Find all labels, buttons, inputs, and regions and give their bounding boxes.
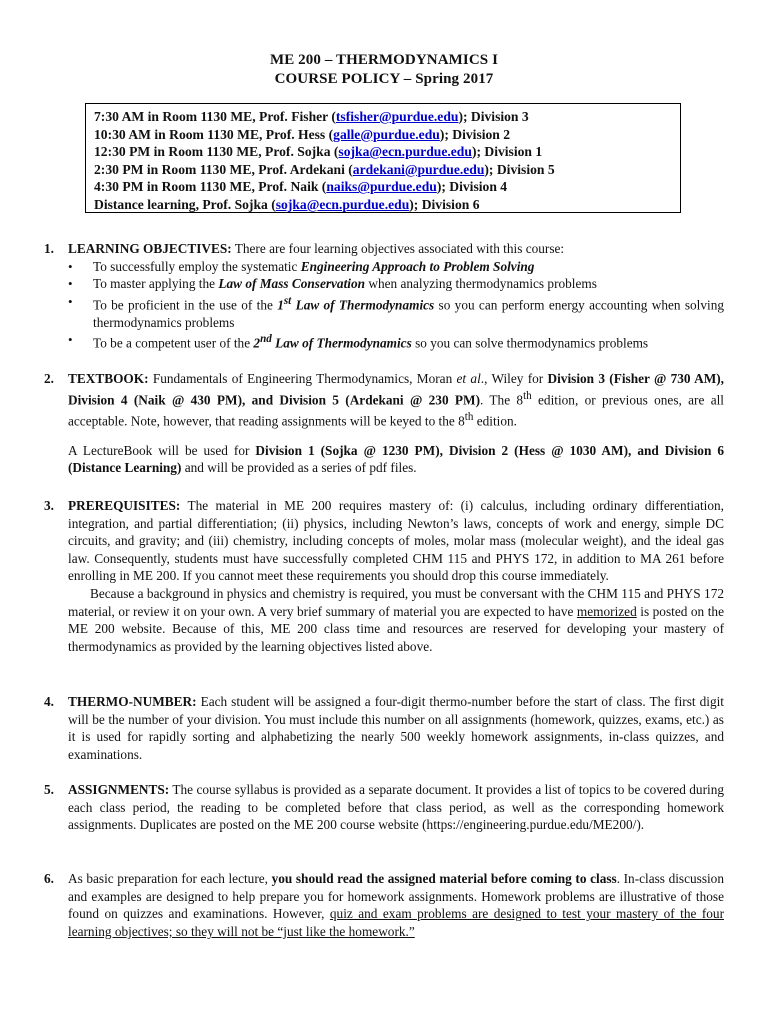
- section-preparation: [44, 870, 724, 940]
- schedule-row: 4:30 PM in Room 1130 ME, Prof. Naik (naiks@purdue.edu); Division 4: [94, 179, 508, 195]
- section-number: 1.: [44, 241, 54, 256]
- email-link[interactable]: tsfisher@purdue.edu: [335, 109, 459, 124]
- section-number: 5.: [44, 782, 54, 797]
- list-item: • To master applying the Law of Mass Conservation when analyzing thermodynamics problems: [68, 275, 724, 293]
- schedule-row: Distance learning, Prof. Sojka (sojka@ecn.purdue.edu); Division 6: [94, 196, 480, 212]
- list-item: • To be a competent user of the 2nd Law of Thermodynamics so you can solve thermodynamics problems: [68, 331, 724, 352]
- email-link[interactable]: sojka@ecn.purdue.edu: [275, 196, 410, 212]
- paragraph: THERMO-NUMBER: Each student will be assigned a four-digit thermo-number before the start of class. The first digit will be the number of your division. You must include this number on all assignments (homework, quizzes, exams, etc.) as it is used for rapidly sorting and alphabetizing the nearly 500 weekly homework assignments, in-class quizzes, and examinations.: [68, 694, 724, 762]
- section-prerequisites: [44, 497, 724, 655]
- paragraph: TEXTBOOK: Fundamentals of Engineering Thermodynamics, Moran et al., Wiley for Division 3 (Fisher @ 730 AM), Division 4 (Naik @ 430 PM), and Division 5 (Ardekani @ 230 PM). The 8th edition, or previous ones, are all acceptable. Note, however, that reading assignments will be keyed to the 8th edition.: [68, 371, 725, 429]
- paragraph: As basic preparation for each lecture, you should read the assigned material before coming to class. In-class discussion and examples are designed to help prepare you for homework assignments. Homework problems are illustrative of those found on quizzes and examinations. However, quiz and exam problems are designed to test your mastery of the four learning objectives; so they will not be “just like the homework.”: [68, 871, 724, 939]
- email-link[interactable]: ardekani@purdue.edu: [352, 161, 485, 177]
- section-heading: TEXTBOOK:: [68, 371, 149, 386]
- section-heading: LEARNING OBJECTIVES:: [68, 241, 232, 256]
- email-link[interactable]: naiks@purdue.edu: [326, 179, 437, 195]
- section-learning-objectives: [44, 240, 724, 352]
- document-title: ME 200 – THERMODYNAMICS I: [269, 52, 499, 68]
- schedule-row: 12:30 PM in Room 1130 ME, Prof. Sojka (sojka@ecn.purdue.edu); Division 1: [94, 144, 543, 160]
- paragraph: Because a background in physics and chemistry is required, you must be conversant with the CHM 115 and PHYS 172 material, or review it on your own. A very brief summary of material you are expected to have memorized is posted on the ME 200 website. Because of this, ME 200 class time and resources are reserved for developing your mastery of thermodynamics as provided by the learning objectives listed above.: [68, 585, 724, 654]
- document-subtitle: COURSE POLICY – Spring 2017: [274, 71, 494, 87]
- section-heading: THERMO-NUMBER:: [68, 694, 197, 709]
- schedule-row: 10:30 AM in Room 1130 ME, Prof. Hess (galle@purdue.edu); Division 2: [94, 126, 511, 142]
- section-number: 6.: [44, 871, 54, 886]
- section-number: 4.: [44, 694, 54, 709]
- paragraph: ASSIGNMENTS: The course syllabus is provided as a separate document. It provides a list of topics to be covered during each class period, the reading to be completed before that class period, as well as the corresponding homework assignments. Duplicates are posted on the ME 200 course website (https://engineering.purdue.edu/ME200/).: [68, 782, 724, 833]
- email-link[interactable]: sojka@ecn.purdue.edu: [338, 144, 472, 160]
- section-assignments: [44, 781, 724, 834]
- schedule-box: [85, 103, 681, 213]
- section-number: 3.: [44, 498, 54, 513]
- section-textbook: [44, 370, 724, 477]
- paragraph: A LectureBook will be used for Division 1 (Sojka @ 1230 PM), Division 2 (Hess @ 1030 AM), and Division 6 (Distance Learning) and will be provided as a series of pdf files.: [68, 442, 724, 476]
- section-heading: PREREQUISITES:: [68, 498, 181, 513]
- section-intro: LEARNING OBJECTIVES: There are four learning objectives associated with this course:: [68, 241, 565, 256]
- schedule-row: 2:30 PM in Room 1130 ME, Prof. Ardekani (ardekani@purdue.edu); Division 5: [94, 161, 555, 177]
- schedule-row: 7:30 AM in Room 1130 ME, Prof. Fisher (tsfisher@purdue.edu); Division 3: [94, 109, 529, 124]
- section-number: 2.: [44, 371, 54, 386]
- paragraph: PREREQUISITES: The material in ME 200 requires mastery of: (i) calculus, including ordinary differentiation, integration, and partial differentiation; (ii) physics, including Newton’s laws, concepts of work and energy, simple DC circuits, and gravity; and (iii) chemistry, including concepts of moles, molar mass (molecular weight), and the ideal gas law. Consequently, students must have successfully completed CHM 115 and PHYS 172, in addition to MA 261 before enrolling in ME 200. If you cannot meet these requirements you should drop this course immediately.: [68, 498, 724, 584]
- section-thermo-number: [44, 693, 724, 763]
- list-item: • To successfully employ the systematic Engineering Approach to Problem Solving: [68, 258, 724, 276]
- list-item: • To be proficient in the use of the 1st Law of Thermodynamics so you can perform energy accounting when solving thermodynamics problems: [68, 293, 724, 332]
- objectives-list: [68, 258, 724, 353]
- section-heading: ASSIGNMENTS:: [68, 782, 170, 797]
- email-link[interactable]: galle@purdue.edu: [333, 126, 440, 142]
